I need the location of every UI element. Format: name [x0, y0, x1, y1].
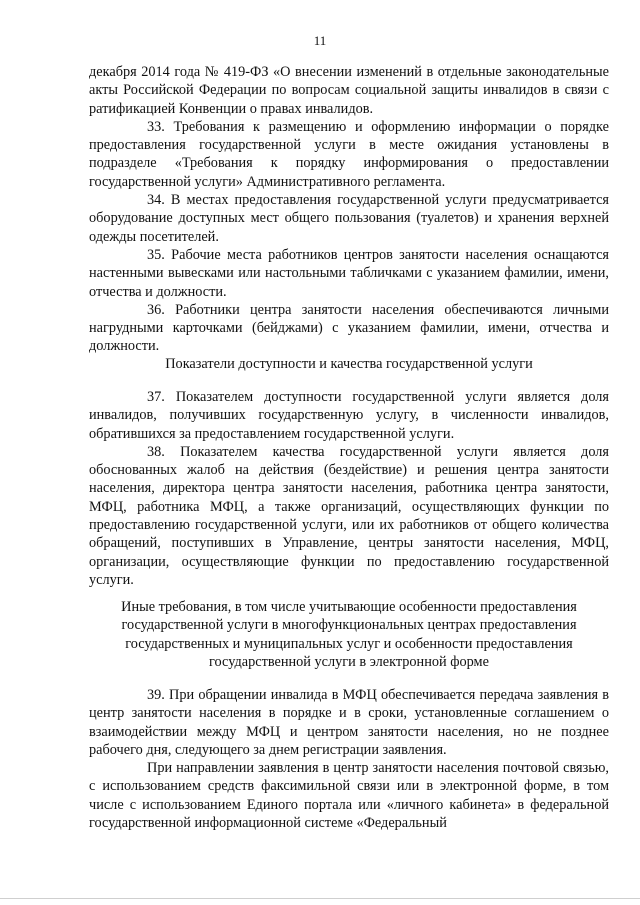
paragraph-39: 39. При обращении инвалида в МФЦ обеспечивается передача заявления в центр занятости населения в порядке и в сроки, установленные соглашением о взаимодействии между МФЦ и центром занятости населения, но не позднее рабочего дня, следующего за днем регистрации заявления.	[89, 687, 609, 758]
section-heading-other-requirements: Иные требования, в том числе учитывающие особенности предоставления государственной услуги в многофункциональных центрах предоставления государственных и муниципальных услуг и особенности предоставления государственной услуги в электронной форме	[121, 599, 577, 670]
page-number: 11	[313, 33, 327, 48]
text-block-middle	[89, 388, 609, 589]
scan-edge-line	[0, 898, 640, 899]
paragraph-38: 38. Показателем качества государственной услуги является доля обоснованных жалоб на действия (бездействие) и решения центра занятости населения, директора центра занятости населения, работника центра занятости, МФЦ, работника МФЦ, а также организаций, осуществляющих функции по предоставлению государственной услуги, или их работников от общего количества обращений, поступивших в Управление, центры занятости населения, МФЦ, организации, осуществляющие функции по предоставлению государственной услуги.	[89, 443, 609, 588]
section-heading-accessibility: Показатели доступности и качества государственной услуги	[165, 356, 533, 372]
paragraph-mail-submission: При направлении заявления в центр занятости населения почтовой связью, с использованием средств факсимильной связи или в электронной форме, в том числе с использованием Единого портала или «личного кабинета» в федеральной государственной информационной системе «Федеральный	[89, 760, 609, 832]
paragraph-36: 36. Работники центра занятости населения обеспечиваются личными нагрудными карточками (бейджами) с указанием фамилии, имени, отчества и должности.	[89, 301, 609, 355]
text-block-top	[89, 63, 609, 356]
paragraph-continuation: декабря 2014 года № 419-ФЗ «О внесении изменений в отдельные законодательные акты Российской Федерации по вопросам социальной защиты инвалидов в связи с ратификацией Конвенции о правах инвалидов.	[89, 64, 609, 117]
paragraph-34: 34. В местах предоставления государственной услуги предусматривается оборудование доступных мест общего пользования (туалетов) и хранения верхней одежды посетителей.	[89, 192, 609, 245]
paragraph-33: 33. Требования к размещению и оформлению информации о порядке предоставления государственной услуги в месте ожидания установлены в подразделе «Требования к порядку информирования о предоставлении государственной услуги» Административного регламента.	[89, 118, 609, 190]
text-block-bottom	[89, 686, 609, 832]
paragraph-37: 37. Показателем доступности государственной услуги является доля инвалидов, получивших государственную услугу, в численности инвалидов, обратившихся за предоставлением государственной услуги.	[89, 389, 609, 442]
paragraph-35: 35. Рабочие места работников центров занятости населения оснащаются настенными вывесками или настольными табличками с указанием фамилии, имени, отчества и должности.	[89, 246, 609, 300]
